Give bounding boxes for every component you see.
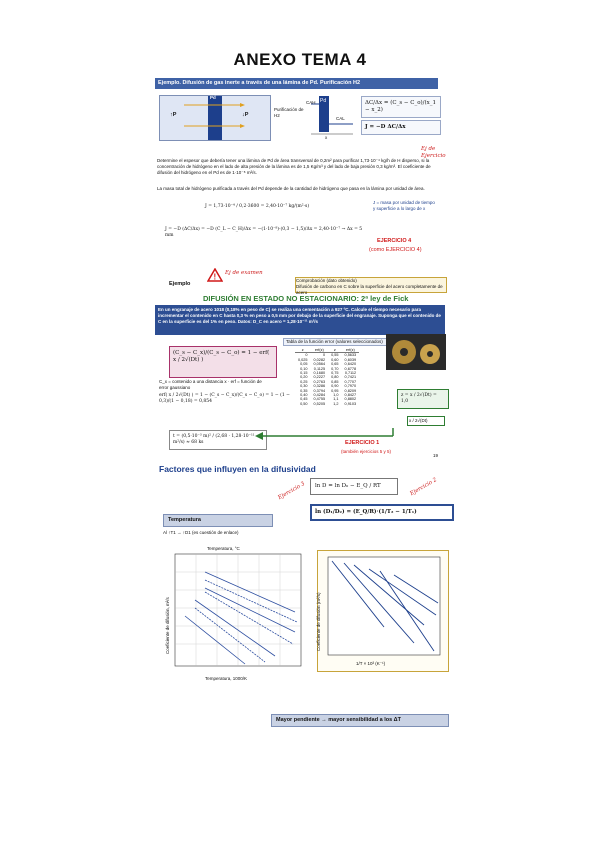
erf-cell: 0,55: [331, 353, 339, 358]
erf-cell: 0,7707: [344, 379, 357, 384]
erf-calculation: erf( x / 2√(Dt) ) = 1 − (C_s − C_x)/(C_s − C_o) = 1 − (1 − 0,3)/(1 − 0,18) = 0,854: [159, 393, 290, 404]
c-low-label: CAL: [336, 116, 345, 121]
erf-table-caption: Tabla de la función error (valores seleccionados): [283, 338, 389, 346]
erf-cell: 0,75: [331, 371, 339, 376]
erf-cell: 0,1125: [313, 366, 326, 371]
concentration-profile-diagram: [309, 94, 355, 140]
left-chart-top-axis: Temperatura, °C: [207, 546, 240, 551]
erf-header: z: [328, 348, 341, 353]
left-chart-x-label: Temperatura, 1000/K: [205, 676, 248, 681]
ratio-equation: ln (D₁/D₂) = (E_Q/R)·(1/T₂ − 1/T₁): [310, 504, 454, 521]
page-number: 19: [433, 453, 439, 458]
erf-cell: 0,85: [331, 379, 339, 384]
erf-cell: 1,1: [333, 397, 339, 402]
right-chart-y-label: Coeficiente de difusión (m²/s): [316, 592, 321, 651]
erf-cell: 0,80: [331, 375, 339, 380]
erf-cell: 0,05: [300, 362, 308, 367]
explanation: La masa total de hidrógeno purificada a través del Pd depende de la cantidad de hidrógeno que pasa en la lámina por unidad de área.: [157, 186, 425, 191]
erf-cell: 0,40: [300, 393, 308, 398]
erf-cell: 0,8209: [344, 388, 357, 393]
flux-definition-note: J = masa por unidad de tiempo y superficie a lo largo de x: [373, 200, 435, 211]
erf-cell: 0,3794: [313, 388, 326, 393]
right-chart-plot: [324, 555, 444, 659]
exercise-3-note: Ejercicio 3: [277, 481, 307, 502]
erf-cell: 0,7421: [344, 375, 357, 380]
problem-banner: En un engranaje de acero 1018 (0,18% en peso de C) se realiza una cementación a 927 ºC. Calcule el tiempo necesario para incrementar el contenido en C hasta 0,3 % en peso a 0,5 mm por debajo de la superficie del engranaje. Suponga que el contenido de C en la superficie es del 1% en peso. Datos: D_C en acero = 1,28·10⁻¹¹ m²/s: [155, 305, 445, 335]
erf-cell: 0,8427: [344, 393, 357, 398]
erf-cell: 0,025: [298, 357, 308, 362]
section-diffusivity-factors: [155, 462, 455, 730]
erf-cell: 0,9103: [344, 401, 357, 406]
erf-cell: 0,6420: [344, 362, 357, 367]
left-diffusion-chart: [165, 546, 305, 684]
fick-heading: DIFUSIÓN EN ESTADO NO ESTACIONARIO: 2ª ley de Fick: [203, 294, 409, 303]
erf-cell: 0,7970: [344, 384, 357, 389]
erf-cell: 0,5205: [313, 401, 326, 406]
erf-cell: 0,10: [300, 366, 308, 371]
erf-cell: 0,20: [300, 375, 308, 380]
erf-cell: 0,30: [300, 384, 308, 389]
right-chart-x-label: 1/T × 10³ (K⁻¹): [356, 661, 386, 666]
erf-cell: 0,3286: [313, 384, 326, 389]
erf-cell: 0,35: [300, 388, 308, 393]
low-pressure-label: ↓P: [242, 112, 249, 118]
z-note: x / 2√(Dt): [407, 416, 445, 426]
warning-icon: [207, 268, 223, 282]
thickness-calculation: J = −D (ΔC/Δx) = −D (C_L − C_H)/Δx = −(1·10⁻⁸)·(0,3 − 1,5)/Δx = 2,40·10⁻⁷ → Δx = 5 mm: [165, 227, 363, 238]
flux-arrows: [160, 96, 270, 140]
factors-title: Factores que influyen en la difusividad: [159, 464, 316, 474]
erf-cell: 0,60: [331, 357, 339, 362]
flux-calculation: J = 1,73·10⁻⁴ / 0,2·3600 = 2,40·10⁻⁷ kg/(m²·s): [205, 204, 310, 209]
svg-text:!: !: [213, 272, 217, 282]
erf-header: erf(z): [342, 348, 360, 353]
fick-note: C_x = contenido a una distancia x · erf = función de error gaussiano: [159, 379, 262, 390]
exercise-2-note: Ejercicio 2: [409, 477, 439, 498]
erf-cell: 0,90: [331, 384, 339, 389]
conclusion-box: Mayor pendiente → mayor sensibilidad a los ΔT: [271, 714, 449, 727]
example-banner: Ejemplo. Difusión de gas inerte a través de una lámina de Pd. Purificación H2: [155, 78, 438, 89]
purification-caption: Purificación de H2: [274, 107, 304, 118]
erf-cell: 0: [305, 353, 308, 358]
left-chart-plot: [165, 552, 305, 674]
erf-header: z: [295, 348, 311, 353]
hint-title: Comprobación (dato obtenido): [296, 278, 357, 283]
exercise-4-sub: (como EJERCICIO 4): [369, 247, 422, 253]
left-chart-y-label: Coeficiente de difusión, m²/s: [165, 597, 170, 654]
fick-solution-box: (C_s − C_x)/(C_s − C_o) = 1 − erf( x / 2√(Dt) ): [169, 346, 277, 378]
erf-table: [295, 348, 359, 406]
erf-cell: 0,7112: [344, 371, 357, 376]
c-high-label: CAH: [306, 100, 316, 105]
z-value-box: z = x / 2√(Dt) = 1,0: [397, 389, 449, 409]
erf-cell: 0,4755: [313, 397, 326, 402]
exercise-1-label: EJERCICIO 1: [345, 440, 380, 446]
handwritten-note: Ej de Ejercicio: [421, 146, 446, 159]
erf-cell: 0,70: [331, 366, 339, 371]
pd-label-2: Pd: [320, 98, 327, 104]
erf-cell: 0,2763: [313, 379, 326, 384]
page-title: ANEXO TEMA 4: [233, 50, 367, 69]
section-non-steady-diffusion: [155, 268, 445, 461]
membrane-diagram: [159, 95, 271, 141]
high-pressure-label: ↑P: [170, 112, 177, 118]
erf-cell: 0,0564: [313, 362, 326, 367]
erf-table-row: [295, 402, 359, 406]
erf-cell: 0,6778: [344, 366, 357, 371]
flux-formula: J = −D ΔC/Δx: [361, 120, 441, 135]
erf-cell: 0,15: [300, 371, 308, 376]
erf-cell: 0,8802: [344, 397, 357, 402]
erf-cell: 0,1680: [313, 371, 326, 376]
right-diffusion-chart: [317, 550, 449, 672]
example-tab: Ejemplo: [169, 281, 191, 287]
erf-cell: 0,6039: [344, 357, 357, 362]
problem-statement: Determine el espesor que debería tener una lámina de Pd de área transversal de 0,2m² para purificar 1,73·10⁻⁴ kg/h de H disperso, si la concentración de hidrógeno en el lado de alta presión de la lámina es de 1,5 Kg/m³ y del lado de baja presión 0,3 kg/m³. El coeficiente de difusión del hidrógeno en el Pd es de 1·10⁻⁸ m²/s.: [157, 158, 431, 175]
exercise-4-label: EJERCICIO 4: [377, 238, 412, 244]
gradient-formula: ΔC/Δx = (C_s − C_o)/(x_1 − x_2): [361, 96, 441, 118]
erf-table-wrapper: [295, 348, 359, 406]
erf-cell: 0,4284: [313, 393, 326, 398]
hint-body: Difusión de carbono en C sobre la superficie del acero completamente de acero: [296, 284, 443, 295]
arrhenius-equation: ln D = ln D₀ − E_Q / RT: [310, 478, 398, 495]
erf-cell: 0,5633: [344, 353, 357, 358]
erf-cell: 0,2227: [313, 375, 326, 380]
erf-cell: 0,95: [331, 388, 339, 393]
erf-cell: 0: [323, 353, 326, 358]
erf-cell: 0,0282: [313, 357, 326, 362]
hint-box: [295, 277, 447, 293]
erf-cell: 1,0: [333, 393, 339, 398]
erf-cell: 1,2: [333, 401, 339, 406]
erf-cell: 0,45: [300, 397, 308, 402]
exercise-1-sub: (también ejercicios 5 y 5): [341, 449, 392, 454]
temperature-note: Al ↑T1 → ↑D1 (es cuestión de enlace): [163, 530, 239, 535]
erf-cell: 0,50: [300, 401, 308, 406]
time-calculation: t = (0,5·10⁻³ m)² / (2,68 · 1,28·10⁻¹¹ m²/s) ≈ 68 ks: [169, 430, 267, 450]
x-axis-label: x: [325, 135, 328, 140]
section-gas-diffusion: [155, 78, 446, 266]
erf-table-body: [295, 353, 359, 406]
gears-image: [386, 334, 446, 370]
erf-header: erf(z): [311, 348, 329, 353]
erf-cell: 0,25: [300, 379, 308, 384]
pd-label: Pd: [210, 95, 216, 100]
erf-cell: 0,65: [331, 362, 339, 367]
temperature-tab: Temperatura: [163, 514, 273, 527]
exam-note: Ej de examen: [225, 270, 263, 276]
